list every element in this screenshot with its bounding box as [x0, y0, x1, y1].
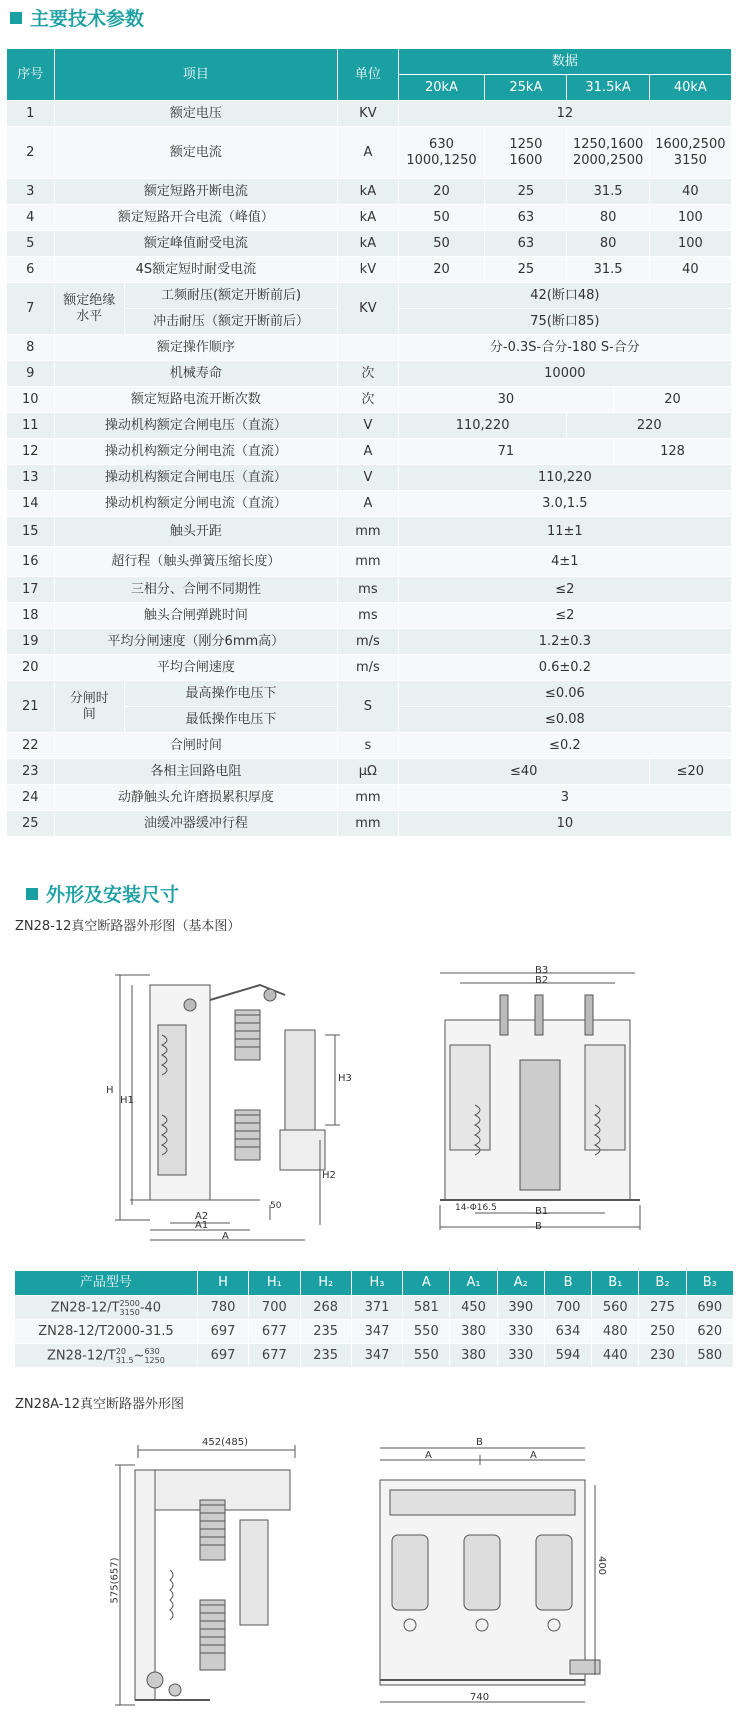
- table-row: 18 触头合闸弹跳时间 ms ≤2: [7, 603, 732, 629]
- dimensions-table: [14, 1270, 734, 1368]
- section-title-text: 主要技术参数: [30, 8, 145, 30]
- header-20ka: 20kA: [398, 75, 485, 101]
- dim-label-400: 400: [596, 1555, 608, 1576]
- dim-label-a: A: [222, 1231, 229, 1242]
- header-no: 序号: [7, 49, 55, 101]
- table-row: ZN28-12/T 2500 3150 -40 780 700 268 371 581 450 390 700 560 275 690: [15, 1296, 734, 1320]
- dim-label-h3: H3: [338, 1073, 352, 1084]
- table-row: [7, 101, 732, 127]
- side-view-drawing: [106, 965, 370, 1250]
- dim-label-b3: B3: [535, 965, 549, 976]
- table-row: 17 三相分、合闸不同期性 ms ≤2: [7, 577, 732, 603]
- dim-label-a1: A1: [195, 1220, 209, 1231]
- dim-label-h: H: [106, 1085, 114, 1096]
- section-title-text: 外形及安装尺寸: [46, 884, 180, 906]
- table-row: 4 额定短路开合电流（峰值） kA 50 63 80 100: [7, 205, 732, 231]
- dim-label-b2: B2: [535, 975, 549, 986]
- dim-label-a-right: A: [530, 1450, 537, 1461]
- header-item: 项目: [54, 49, 337, 101]
- table-row: 9 机械寿命 次 10000: [7, 361, 732, 387]
- row-value: 630 1000,1250: [398, 127, 485, 179]
- dim-label-452: 452(485): [202, 1437, 248, 1448]
- spec-table: [6, 48, 732, 837]
- section-square-icon: [10, 12, 22, 24]
- table-row: ZN28-12/T 20 31.5 ~ 630 1250 697 677 235 347 550 380 330 594 440 230 580: [15, 1344, 734, 1368]
- table-row: [7, 127, 732, 179]
- table-row: 7 额定绝缘水平 工频耐压(额定开断前后) KV 42(断口48): [7, 283, 732, 309]
- model-cell: ZN28-12/T 20 31.5 ~ 630 1250: [15, 1344, 198, 1368]
- dim-label-h2: H2: [322, 1170, 336, 1181]
- header-40ka: 40kA: [649, 75, 731, 101]
- header-25ka: 25kA: [485, 75, 567, 101]
- row-unit: A: [338, 127, 399, 179]
- dim-label-740: 740: [470, 1692, 490, 1703]
- dims-header-row: 产品型号 H H₁ H₂ H₃ A A₁ A₂ B B₁ B₂ B₃: [15, 1271, 734, 1296]
- table-row: 11 操动机构额定合闸电压（直流） V 110,220 220: [7, 413, 732, 439]
- dim-label-575: 575(657): [109, 1557, 121, 1604]
- table-row: 14 操动机构额定分闸电流（直流） A 3.0,1.5: [7, 491, 732, 517]
- dim-label-50: 50: [270, 1201, 282, 1211]
- zn28a-front-view-drawing: [370, 1437, 610, 1715]
- table-row: 10 额定短路电流开断次数 次 30 20: [7, 387, 732, 413]
- row-no: 2: [7, 127, 55, 179]
- row-item: 额定电压: [54, 101, 337, 127]
- table-row: 13 操动机构额定合闸电压（直流） V 110,220: [7, 465, 732, 491]
- front-view-drawing: [435, 965, 650, 1240]
- row-no: 1: [7, 101, 55, 127]
- dim-label-a-left: A: [425, 1450, 432, 1461]
- dim-label-a2: A2: [195, 1211, 209, 1222]
- dim-label-b1: B1: [535, 1206, 549, 1217]
- table-row: 19 平均分闸速度（刚分6mm高） m/s 1.2±0.3: [7, 629, 732, 655]
- table-row: 冲击耐压（额定开断前后） 75(断口85): [7, 309, 732, 335]
- table-row: 23 各相主回路电阻 μΩ ≤40 ≤20: [7, 759, 732, 785]
- table-row: 6 4S额定短时耐受电流 kV 20 25 31.5 40: [7, 257, 732, 283]
- header-31-5ka: 31.5kA: [567, 75, 649, 101]
- section-square-icon: [26, 888, 38, 900]
- table-row: 21 分闸时间 最高操作电压下 S ≤0.06: [7, 681, 732, 707]
- section-title-params: [10, 4, 144, 31]
- table-row: ZN28-12/T2000-31.5 697 677 235 347 550 380 330 634 480 250 620: [15, 1320, 734, 1344]
- zn28a-side-view-drawing: [109, 1437, 300, 1720]
- table-row: 24 动静触头允许磨损累积厚度 mm 3: [7, 785, 732, 811]
- row-value: 1600,2500 3150: [649, 127, 731, 179]
- table-row: 最低操作电压下 ≤0.08: [7, 707, 732, 733]
- dim-label-b: B: [476, 1437, 483, 1448]
- table-row: 20 平均合闸速度 m/s 0.6±0.2: [7, 655, 732, 681]
- table-row: 3 额定短路开断电流 kA 20 25 31.5 40: [7, 179, 732, 205]
- row-value: 1250 1600: [485, 127, 567, 179]
- table-row: 25 油缓冲器缓冲行程 mm 10: [7, 811, 732, 837]
- section-title-dimensions: [26, 880, 179, 907]
- table-row: 16 超行程（触头弹簧压缩长度） mm 4±1: [7, 547, 732, 577]
- header-unit: 单位: [338, 49, 399, 101]
- caption-basic-drawing: ZN28-12真空断路器外形图（基本图）: [15, 919, 241, 934]
- model-cell: ZN28-12/T 2500 3150 -40: [15, 1296, 198, 1320]
- table-row: 8 额定操作顺序 分-0.3S-合分-180 S-合分: [7, 335, 732, 361]
- model-cell: ZN28-12/T2000-31.5: [15, 1320, 198, 1344]
- dim-label-holes: 14-Φ16.5: [455, 1203, 497, 1213]
- header-data: 数据: [398, 49, 731, 75]
- table-row: 12 操动机构额定分闸电流（直流） A 71 128: [7, 439, 732, 465]
- dim-label-h1: H1: [120, 1095, 134, 1106]
- row-item: 额定电流: [54, 127, 337, 179]
- row-value: 1250,1600 2000,2500: [567, 127, 649, 179]
- table-row: 5 额定峰值耐受电流 kA 50 63 80 100: [7, 231, 732, 257]
- caption-zn28a-drawing: ZN28A-12真空断路器外形图: [15, 1397, 185, 1412]
- table-row: 22 合闸时间 s ≤0.2: [7, 733, 732, 759]
- dim-label-b: B: [535, 1221, 542, 1232]
- row-value: 12: [398, 101, 731, 127]
- table-row: 15 触头开距 mm 11±1: [7, 517, 732, 547]
- row-unit: KV: [338, 101, 399, 127]
